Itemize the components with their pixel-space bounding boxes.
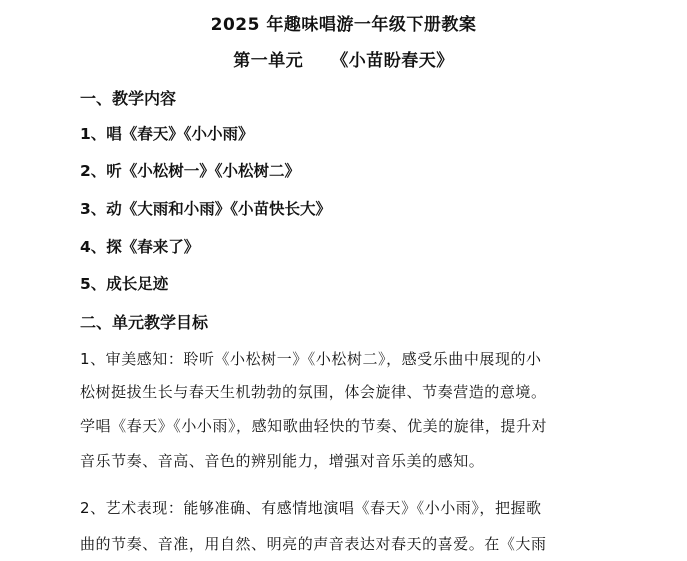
paragraph-line: 音乐节奏、音高、音色的辨别能力，增强对音乐美的感知。 bbox=[80, 452, 485, 470]
unit-song: 《小苗盼春天》 bbox=[331, 51, 454, 71]
content-item: 2、听《小松树一》《小松树二》 bbox=[80, 162, 301, 180]
content-item: 4、探《春来了》 bbox=[80, 238, 200, 256]
unit-title bbox=[0, 46, 687, 71]
content-item: 1、唱《春天》《小小雨》 bbox=[80, 125, 254, 143]
paragraph-line: 学唱《春天》《小小雨》，感知歌曲轻快的节奏、优美的旋律，提升对 bbox=[80, 417, 548, 435]
paragraph-line: 1、审美感知：聆听《小松树一》《小松树二》，感受乐曲中展现的小 bbox=[80, 350, 542, 368]
paragraph-line: 2、艺术表现：能够准确、有感情地演唱《春天》《小小雨》，把握歌 bbox=[80, 499, 542, 517]
section-heading-unit-goals: 二、单元教学目标 bbox=[80, 313, 209, 332]
content-item: 3、动《大雨和小雨》《小苗快长大》 bbox=[80, 200, 332, 218]
content-item: 5、成长足迹 bbox=[80, 275, 169, 293]
unit-label: 第一单元 bbox=[233, 51, 304, 71]
paragraph-line: 松树挺拔生长与春天生机勃勃的氛围，体会旋律、节奏营造的意境。 bbox=[80, 383, 547, 401]
paragraph-line: 曲的节奏、音准，用自然、明亮的声音表达对春天的喜爱。在《大雨 bbox=[80, 535, 547, 553]
document-title: 2025 年趣味唱游一年级下册教案 bbox=[210, 15, 477, 35]
section-heading-teaching-content: 一、教学内容 bbox=[80, 89, 177, 108]
